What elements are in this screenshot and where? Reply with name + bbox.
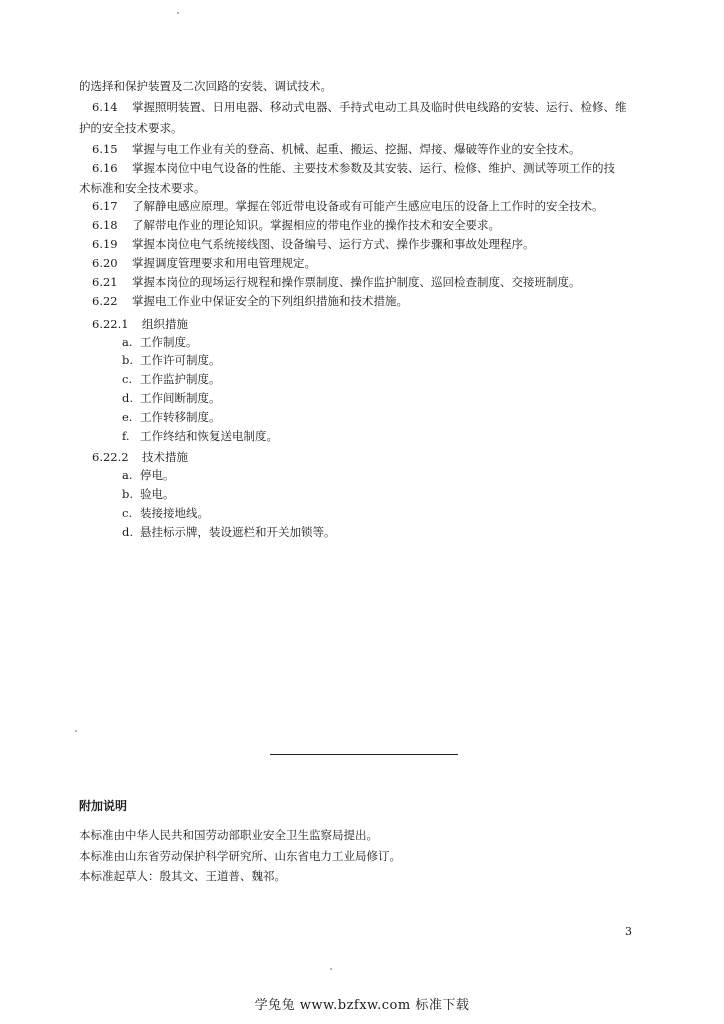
item-number: 6.20 <box>92 256 118 270</box>
scan-speck <box>177 12 179 14</box>
item-number: 6.22 <box>92 294 118 308</box>
list-marker: c. <box>122 372 133 386</box>
subsection-6-22-2 <box>92 449 188 465</box>
list-text: 工作监护制度。 <box>140 372 221 386</box>
item-text: 掌握照明装置、日用电器、移动式电器、手持式电动工具及临时供电线路的安装、运行、检修、维 <box>132 100 627 114</box>
list-item <box>122 390 221 406</box>
list-text: 装接接地线。 <box>140 506 209 520</box>
list-item <box>122 467 175 483</box>
list-text: 工作制度。 <box>140 335 198 349</box>
item-text: 掌握电工作业中保证安全的下列组织措施和技术措施。 <box>132 294 408 308</box>
item-6-16-cont: 术标准和安全技术要求。 <box>79 181 206 195</box>
list-item <box>122 371 221 387</box>
section-divider <box>270 754 458 755</box>
list-marker: d. <box>122 525 134 539</box>
item-6-16 <box>92 160 615 176</box>
list-marker: e. <box>122 410 133 424</box>
list-text: 工作许可制度。 <box>140 353 221 367</box>
item-6-15 <box>92 141 581 157</box>
list-marker: a. <box>122 335 133 349</box>
list-marker: d. <box>122 391 134 405</box>
list-text: 工作转移制度。 <box>140 410 221 424</box>
list-item <box>122 409 221 425</box>
list-item <box>122 334 198 350</box>
item-number: 6.16 <box>92 161 118 175</box>
list-text: 停电。 <box>140 468 175 482</box>
list-item <box>122 352 221 368</box>
item-text: 掌握本岗位的现场运行规程和操作票制度、操作监护制度、巡回检查制度、交接班制度。 <box>132 275 581 289</box>
appendix-line: 本标准由中华人民共和国劳动部职业安全卫生监察局提出。 <box>79 828 378 842</box>
subsection-number: 6.22.2 <box>92 450 129 464</box>
scan-speck <box>330 968 332 970</box>
item-6-17 <box>92 198 604 214</box>
intro-line: 的选择和保护装置及二次回路的安装、调试技术。 <box>79 79 332 93</box>
item-6-14-cont: 护的安全技术要求。 <box>79 121 183 135</box>
list-item <box>122 428 278 444</box>
item-number: 6.15 <box>92 142 118 156</box>
list-item <box>122 505 209 521</box>
item-text: 掌握与电工作业有关的登高、机械、起重、搬运、挖掘、焊接、爆破等作业的安全技术。 <box>132 142 581 156</box>
list-text: 工作终结和恢复送电制度。 <box>140 429 278 443</box>
item-6-19 <box>92 236 535 252</box>
scan-speck <box>75 730 77 732</box>
appendix-line: 本标准起草人：殷其文、王道普、魏祁。 <box>79 869 286 883</box>
list-item <box>122 486 175 502</box>
list-marker: a. <box>122 468 133 482</box>
list-marker: c. <box>122 506 133 520</box>
subsection-number: 6.22.1 <box>92 317 129 331</box>
list-marker: b. <box>122 487 134 501</box>
footer-watermark: 学兔兔 www.bzfxw.com 标准下载 <box>254 998 470 1013</box>
list-marker: b. <box>122 353 134 367</box>
list-marker: f. <box>122 429 130 443</box>
item-number: 6.19 <box>92 237 118 251</box>
page-number: 3 <box>625 925 632 938</box>
item-6-18 <box>92 217 500 233</box>
item-text: 了解带电作业的理论知识。掌握相应的带电作业的操作技术和安全要求。 <box>132 218 500 232</box>
item-number: 6.18 <box>92 218 118 232</box>
list-text: 工作间断制度。 <box>140 391 221 405</box>
item-6-21 <box>92 274 581 290</box>
subsection-6-22-1 <box>92 316 188 332</box>
subsection-title: 技术措施 <box>142 450 188 464</box>
appendix-line: 本标准由山东省劳动保护科学研究所、山东省电力工业局修订。 <box>79 849 401 863</box>
appendix-heading: 附加说明 <box>79 799 128 813</box>
list-text: 悬挂标示牌，装设遮栏和开关加锁等。 <box>140 525 336 539</box>
item-text: 掌握本岗位中电气设备的性能、主要技术参数及其安装、运行、检修、维护、测试等项工作的技 <box>132 161 615 175</box>
item-text: 了解静电感应原理。掌握在邻近带电设备或有可能产生感应电压的设备上工作时的安全技术。 <box>132 199 604 213</box>
list-text: 验电。 <box>140 487 175 501</box>
subsection-title: 组织措施 <box>142 317 188 331</box>
list-item <box>122 524 336 540</box>
item-6-20 <box>92 255 316 271</box>
item-text: 掌握调度管理要求和用电管理规定。 <box>132 256 316 270</box>
item-6-22 <box>92 293 408 309</box>
item-6-14 <box>92 99 627 115</box>
item-number: 6.21 <box>92 275 118 289</box>
item-text: 掌握本岗位电气系统接线图、设备编号、运行方式、操作步骤和事故处理程序。 <box>132 237 535 251</box>
item-number: 6.17 <box>92 199 118 213</box>
item-number: 6.14 <box>92 100 118 114</box>
